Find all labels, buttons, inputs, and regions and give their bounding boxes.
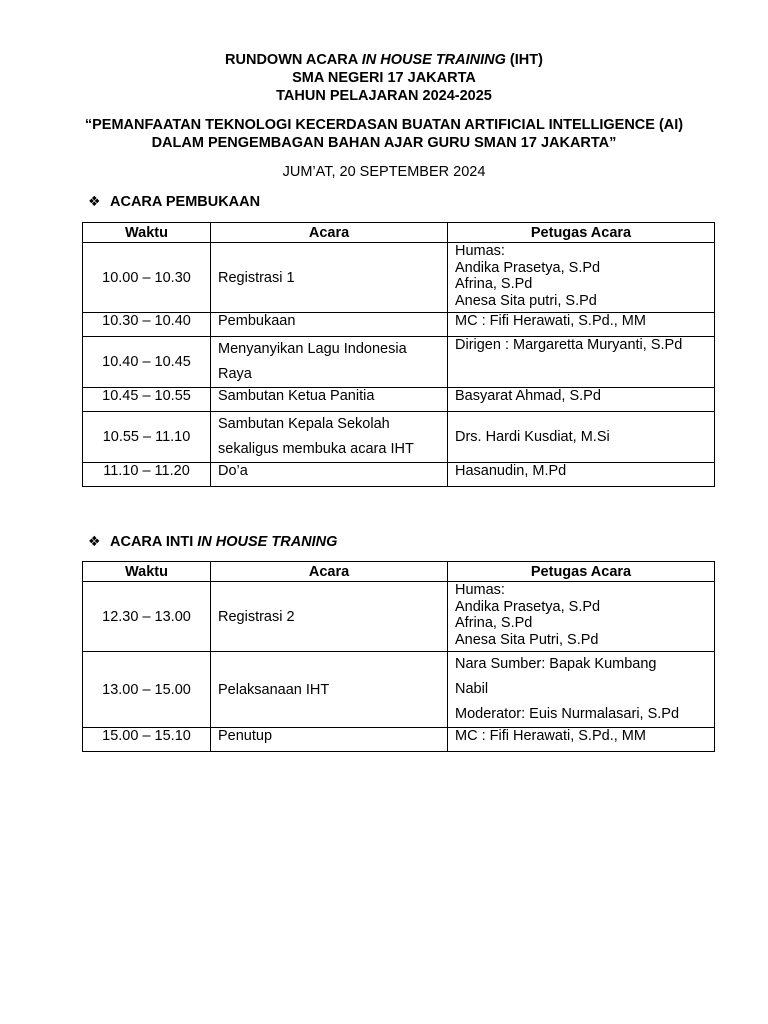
column-header-waktu: Waktu [83, 223, 211, 243]
petugas-cell: Basyarat Ahmad, S.Pd [448, 388, 715, 412]
theme-line-1: “PEMANFAATAN TEKNOLOGI KECERDASAN BUATAN ARTIFICIAL INTELLIGENCE (AI) [84, 117, 684, 133]
table-header-row [83, 562, 715, 582]
acara-cell: Pembukaan [211, 313, 448, 337]
time-cell: 15.00 – 15.10 [83, 728, 211, 752]
section-heading-inti [88, 533, 337, 550]
table-header-row [83, 223, 715, 243]
petugas-cell [448, 243, 715, 313]
column-header-acara: Acara [211, 562, 448, 582]
time-cell: 10.55 – 11.10 [83, 412, 211, 463]
table-row [83, 313, 715, 337]
table-row [83, 728, 715, 752]
petugas-line: Humas: [455, 582, 505, 598]
petugas-line: Nara Sumber: Bapak Kumbang [455, 656, 657, 672]
theme-block [0, 116, 768, 152]
table-row [83, 652, 715, 728]
column-header-petugas: Petugas Acara [448, 562, 715, 582]
petugas-cell [448, 582, 715, 652]
pembukaan-table [82, 222, 715, 487]
petugas-line: Andika Prasetya, S.Pd [455, 598, 601, 615]
time-cell: 10.40 – 10.45 [83, 337, 211, 388]
title-prefix: RUNDOWN ACARA [225, 52, 362, 68]
petugas-cell: MC : Fifi Herawati, S.Pd., MM [448, 313, 715, 337]
petugas-line: Anesa Sita putri, S.Pd [455, 292, 597, 309]
time-cell: 10.30 – 10.40 [83, 313, 211, 337]
diamond-bullet-icon: ❖ [88, 533, 101, 549]
petugas-cell: Drs. Hardi Kusdiat, M.Si [448, 412, 715, 463]
table-row [83, 243, 715, 313]
section-title-italic: IN HOUSE TRANING [197, 533, 338, 550]
event-date: JUM’AT, 20 SEPTEMBER 2024 [282, 164, 486, 180]
school-name: SMA NEGERI 17 JAKARTA [292, 70, 476, 86]
theme-line-2: DALAM PENGEMBAGAN BAHAN AJAR GURU SMAN 17 JAKARTA” [151, 135, 617, 151]
section-title-prefix: ACARA INTI [110, 533, 198, 550]
petugas-line: Anesa Sita Putri, S.Pd [455, 631, 599, 648]
title-italic: IN HOUSE TRAINING [361, 52, 506, 68]
petugas-line: Afrina, S.Pd [455, 615, 533, 631]
time-cell: 12.30 – 13.00 [83, 582, 211, 652]
petugas-line: Nabil [455, 681, 489, 697]
column-header-acara: Acara [211, 223, 448, 243]
acara-cell: Pelaksanaan IHT [211, 652, 448, 728]
title-line-1 [0, 51, 768, 69]
column-header-waktu: Waktu [83, 562, 211, 582]
document-title [0, 51, 768, 105]
section-title: ACARA PEMBUKAAN [110, 193, 261, 210]
column-header-petugas: Petugas Acara [448, 223, 715, 243]
acara-cell: Sambutan Kepala Sekolah sekaligus membuka acara IHT [211, 412, 448, 463]
acara-cell: Do’a [211, 463, 448, 487]
time-cell: 11.10 – 11.20 [83, 463, 211, 487]
academic-year: TAHUN PELAJARAN 2024-2025 [276, 88, 492, 104]
time-cell: 10.00 – 10.30 [83, 243, 211, 313]
section-heading-pembukaan [88, 193, 260, 210]
diamond-bullet-icon: ❖ [88, 193, 101, 209]
acara-cell: Sambutan Ketua Panitia [211, 388, 448, 412]
petugas-line: Andika Prasetya, S.Pd [455, 259, 601, 276]
section-title [110, 534, 337, 550]
inti-table [82, 561, 715, 752]
petugas-cell: Dirigen : Margaretta Muryanti, S.Pd [448, 337, 715, 388]
petugas-cell: Hasanudin, M.Pd [448, 463, 715, 487]
table-row [83, 337, 715, 388]
table-row [83, 463, 715, 487]
time-cell: 10.45 – 10.55 [83, 388, 211, 412]
acara-cell: Penutup [211, 728, 448, 752]
petugas-line: Afrina, S.Pd [455, 276, 533, 292]
petugas-line: Humas: [455, 243, 505, 259]
acara-cell: Registrasi 1 [211, 243, 448, 313]
time-cell: 13.00 – 15.00 [83, 652, 211, 728]
table-row [83, 388, 715, 412]
acara-cell: Menyanyikan Lagu Indonesia Raya [211, 337, 448, 388]
acara-cell: Registrasi 2 [211, 582, 448, 652]
petugas-cell: MC : Fifi Herawati, S.Pd., MM [448, 728, 715, 752]
table-row [83, 582, 715, 652]
title-suffix: (IHT) [505, 52, 543, 68]
table-row [83, 412, 715, 463]
petugas-line: Moderator: Euis Nurmalasari, S.Pd [455, 706, 680, 722]
petugas-cell [448, 652, 715, 728]
